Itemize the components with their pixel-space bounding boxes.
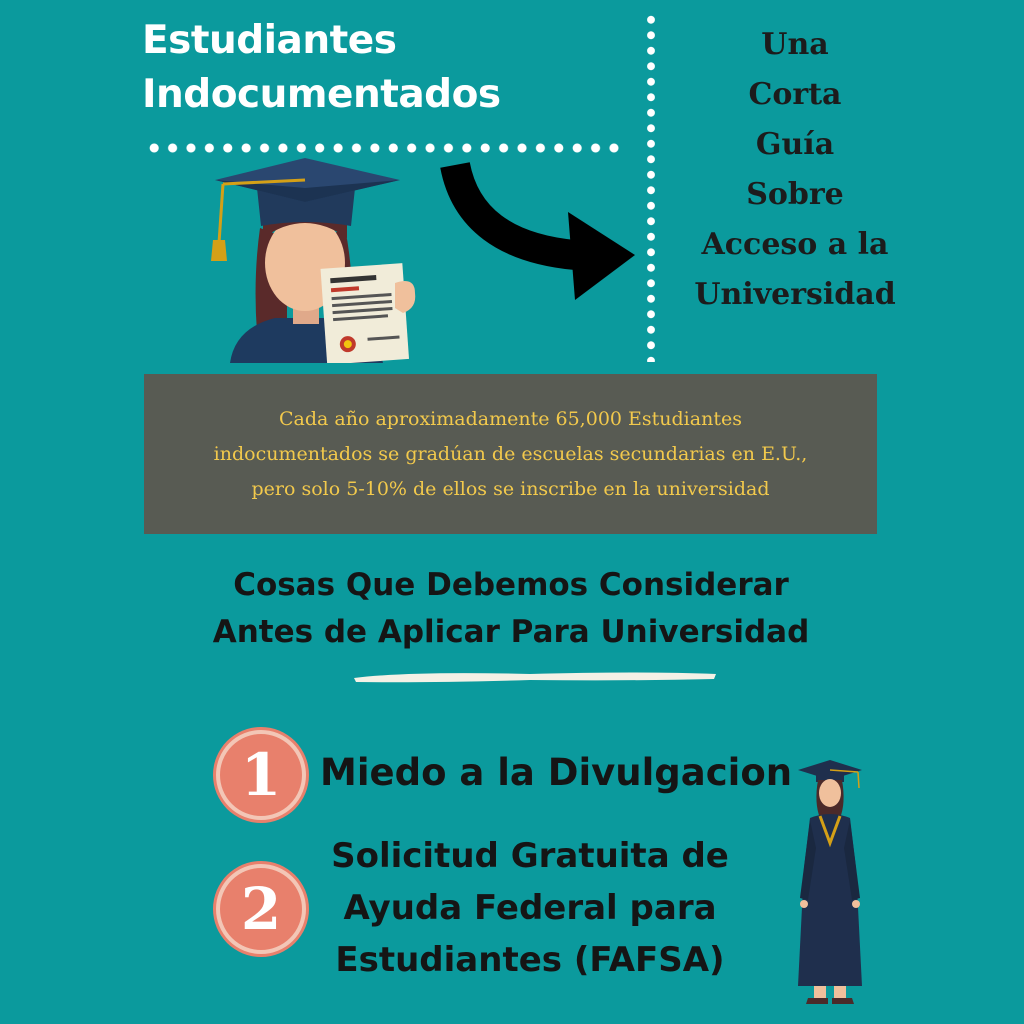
statistic-text — [161, 402, 861, 507]
title-line-1: Estudiantes — [142, 18, 397, 63]
consideration-item-2 — [320, 830, 740, 986]
brush-underline — [350, 668, 720, 684]
consideration-item-2-line: Estudiantes (FAFSA) — [335, 940, 725, 980]
number-badge-label: 2 — [240, 875, 282, 943]
considerations-heading — [150, 562, 872, 656]
guide-line: Guía — [755, 127, 835, 162]
number-badge-2 — [216, 864, 306, 954]
statistic-line: Cada año aproximadamente 65,000 Estudiantes — [279, 407, 742, 430]
title-line-2: Indocumentados — [142, 72, 501, 117]
guide-line: Universidad — [694, 277, 896, 312]
guide-line: Acceso a la — [701, 227, 889, 262]
consideration-item-2-line: Ayuda Federal para — [343, 888, 717, 928]
considerations-heading-line-1: Cosas Que Debemos Considerar — [233, 567, 789, 603]
number-badge-1 — [216, 730, 306, 820]
statistic-box — [144, 374, 877, 534]
guide-line: Una — [761, 27, 829, 62]
number-badge-label: 1 — [240, 741, 282, 809]
guide-line: Corta — [748, 77, 842, 112]
consideration-item-2-line: Solicitud Gratuita de — [331, 836, 729, 876]
horizontal-dotted-divider — [145, 142, 623, 154]
graduate-with-diploma-icon — [205, 158, 430, 363]
vertical-dotted-divider — [645, 12, 657, 362]
page-title — [142, 14, 501, 122]
guide-title — [680, 20, 910, 320]
consideration-item-1: Miedo a la Divulgacion — [320, 751, 793, 794]
statistic-line: pero solo 5-10% de ellos se inscribe en la universidad — [251, 477, 770, 500]
graduate-standing-icon — [780, 758, 880, 1008]
guide-line: Sobre — [746, 177, 844, 212]
curved-arrow-icon — [440, 160, 640, 305]
considerations-heading-line-2: Antes de Aplicar Para Universidad — [212, 614, 810, 650]
statistic-line: indocumentados se gradúan de escuelas secundarias en E.U., — [213, 442, 808, 465]
